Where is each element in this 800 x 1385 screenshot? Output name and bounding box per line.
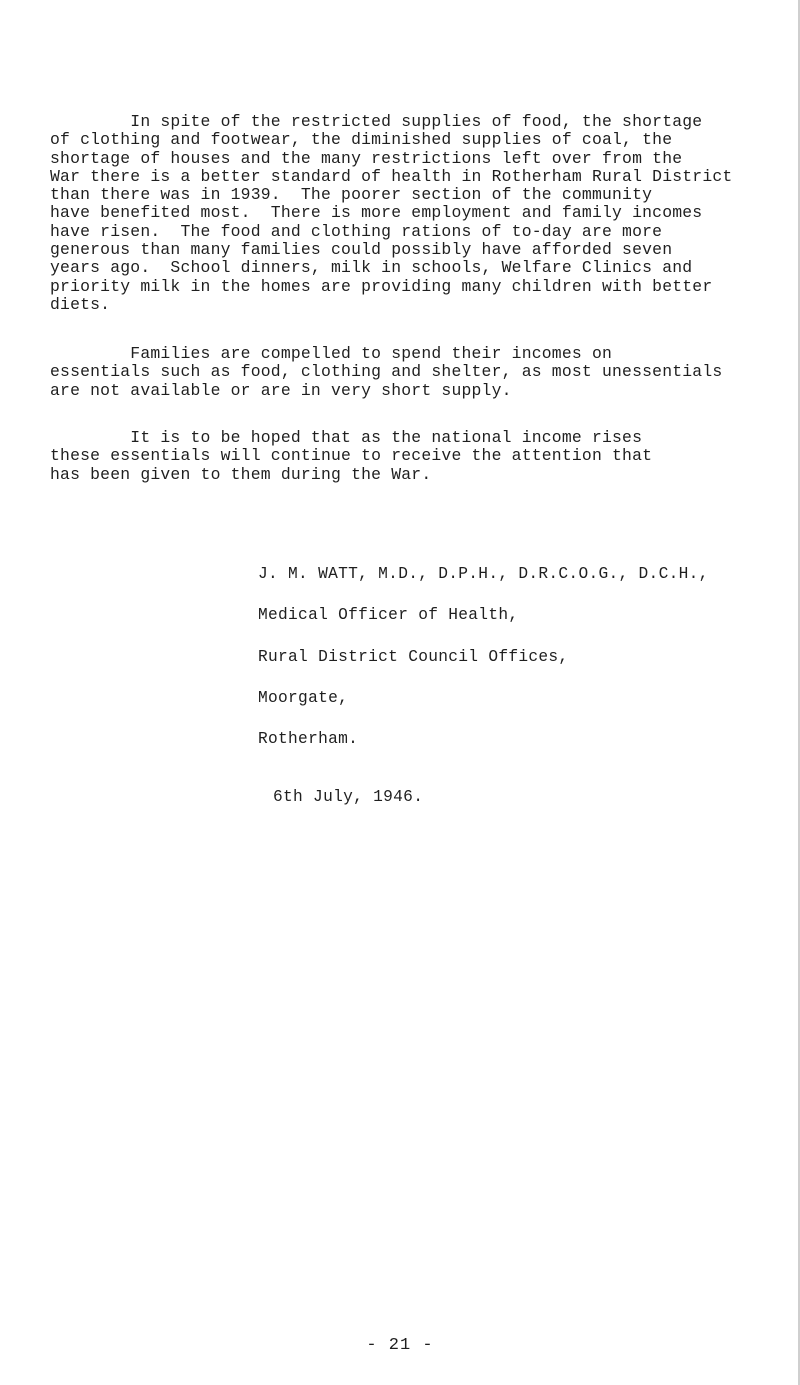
text-line: generous than many families could possibly have afforded seven — [50, 240, 673, 260]
signature-office: Rural District Council Offices, — [258, 648, 569, 666]
text-line: have benefited most. There is more employment and family incomes — [50, 203, 703, 223]
text-line: priority milk in the homes are providing many children with better — [50, 276, 713, 296]
signature-street: Moorgate, — [258, 689, 349, 707]
text-line: are not available or are in very short supply. — [50, 380, 512, 400]
document-date: 6th July, 1946. — [273, 788, 424, 806]
text-line: shortage of houses and the many restrictions left over from the — [50, 148, 683, 168]
paragraph-national-income — [50, 429, 785, 484]
signature-title: Medical Officer of Health, — [258, 606, 519, 624]
text-line: essentials such as food, clothing and shelter, as most unessentials — [50, 362, 723, 382]
text-line: have risen. The food and clothing rations of to-day are more — [50, 221, 663, 241]
page-number: - 21 - — [366, 1336, 434, 1355]
text-line: has been given to them during the War. — [50, 464, 432, 484]
text-line: these essentials will continue to receive the attention that — [50, 446, 653, 466]
text-line: Families are compelled to spend their incomes on — [50, 344, 613, 363]
paragraph-health-standard — [50, 113, 785, 314]
text-line: of clothing and footwear, the diminished supplies of coal, the — [50, 130, 673, 150]
text-line: It is to be hoped that as the national income rises — [50, 428, 643, 447]
signature-town: Rotherham. — [258, 730, 359, 748]
text-line: In spite of the restricted supplies of food, the shortage — [50, 112, 703, 131]
text-line: than there was in 1939. The poorer section of the community — [50, 185, 653, 205]
text-line: War there is a better standard of health in Rotherham Rural District — [50, 166, 733, 186]
text-line: years ago. School dinners, milk in schools, Welfare Clinics and — [50, 258, 693, 278]
paragraph-essentials — [50, 345, 785, 400]
signature-name: J. M. WATT, M.D., D.P.H., D.R.C.O.G., D.C.H., — [258, 565, 709, 583]
text-line: diets. — [50, 294, 111, 314]
